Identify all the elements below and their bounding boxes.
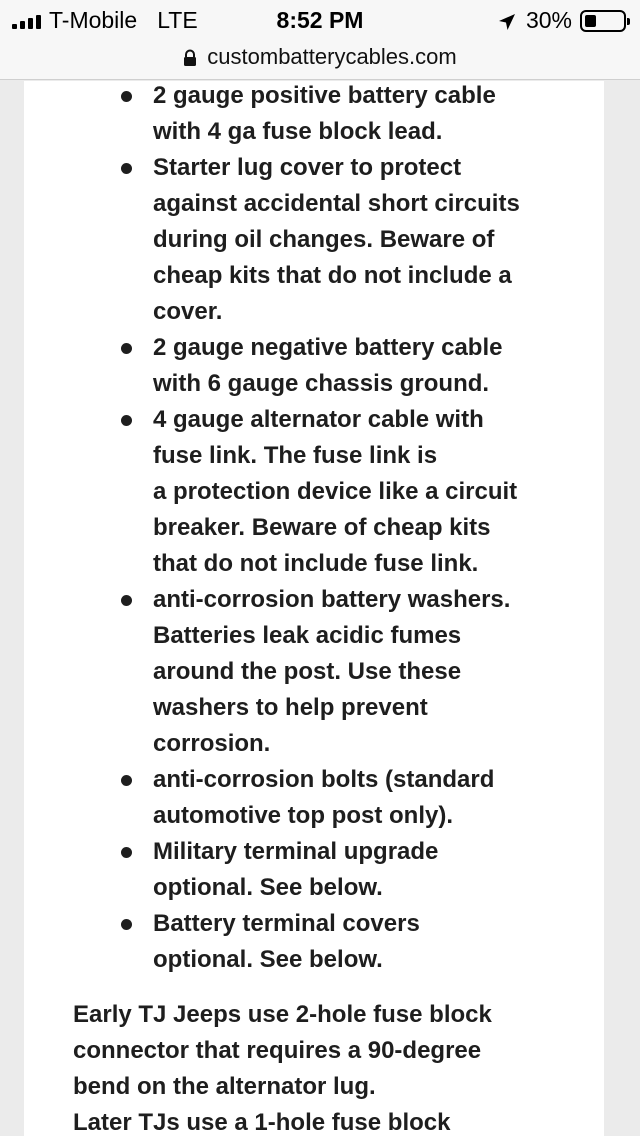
battery-percent: 30% — [525, 7, 572, 33]
text-line: optional. See below. — [153, 874, 383, 901]
list-item — [24, 582, 604, 762]
text-line: around the post. Use these — [153, 658, 462, 685]
list-item-text — [153, 582, 594, 762]
address-bar[interactable] — [0, 40, 640, 80]
text-line: a protection device like a circuit — [153, 478, 518, 505]
text-line: Military terminal upgrade — [153, 838, 439, 865]
location-arrow-icon — [498, 13, 516, 31]
text-line: 2 gauge positive battery cable — [153, 82, 496, 109]
text-line: fuse link. The fuse link is — [153, 442, 438, 469]
bullet-icon — [121, 919, 132, 930]
lock-icon — [183, 49, 197, 67]
list-item — [24, 834, 604, 906]
bullet-icon — [121, 595, 132, 606]
list-item-text — [153, 834, 594, 906]
list-item-text — [153, 330, 594, 402]
url-domain[interactable]: custombatterycables.com — [207, 43, 457, 69]
text-line: Early TJ Jeeps use 2-hole fuse block — [73, 1001, 492, 1028]
list-item — [24, 762, 604, 834]
feature-list — [24, 81, 604, 978]
text-line: automotive top post only). — [153, 802, 453, 829]
list-item-text — [153, 150, 594, 330]
list-item — [24, 402, 604, 582]
text-line: cover. — [153, 298, 223, 325]
list-item — [24, 906, 604, 978]
bullet-icon — [121, 415, 132, 426]
status-right — [498, 7, 626, 34]
text-line: connector that requires a 90-degree — [73, 1037, 482, 1064]
text-line: Later TJs use a 1-hole fuse block — [73, 1109, 451, 1136]
bullet-icon — [121, 343, 132, 354]
network-type: LTE — [157, 7, 198, 33]
list-item — [24, 81, 604, 150]
status-bar — [0, 0, 640, 40]
status-left — [12, 7, 198, 34]
text-line: cheap kits that do not include a — [153, 262, 512, 289]
text-line: 2 gauge negative battery cable — [153, 334, 503, 361]
text-line: Battery terminal covers — [153, 910, 420, 937]
text-line: breaker. Beware of cheap kits — [153, 514, 491, 541]
page-content — [24, 81, 604, 1136]
text-line: anti-corrosion battery washers. — [153, 586, 511, 613]
battery-icon — [580, 10, 626, 32]
text-line: bend on the alternator lug. — [73, 1073, 376, 1100]
fuse-block-note — [73, 997, 593, 1136]
signal-strength-icon — [12, 15, 41, 29]
text-line: that do not include fuse link. — [153, 550, 479, 577]
text-line: anti-corrosion bolts (standard — [153, 766, 495, 793]
bullet-icon — [121, 91, 132, 102]
text-line: 4 gauge alternator cable with — [153, 406, 484, 433]
text-line: Starter lug cover to protect — [153, 154, 462, 181]
list-item — [24, 150, 604, 330]
list-item — [24, 330, 604, 402]
text-line: with 6 gauge chassis ground. — [153, 370, 490, 397]
text-line: during oil changes. Beware of — [153, 226, 495, 253]
bullet-icon — [121, 163, 132, 174]
carrier-name: T-Mobile — [49, 7, 138, 33]
text-line: with 4 ga fuse block lead. — [153, 118, 443, 145]
list-item-text — [153, 762, 594, 834]
text-line: washers to help prevent — [153, 694, 428, 721]
text-line: Batteries leak acidic fumes — [153, 622, 462, 649]
bullet-icon — [121, 775, 132, 786]
text-line: optional. See below. — [153, 946, 383, 973]
bullet-icon — [121, 847, 132, 858]
battery-fill — [585, 15, 596, 27]
text-line: against accidental short circuits — [153, 190, 520, 217]
list-item-text — [153, 81, 594, 150]
list-item-text — [153, 906, 594, 978]
list-item-text — [153, 402, 594, 582]
text-line: corrosion. — [153, 730, 271, 757]
clock: 8:52 PM — [276, 7, 364, 33]
